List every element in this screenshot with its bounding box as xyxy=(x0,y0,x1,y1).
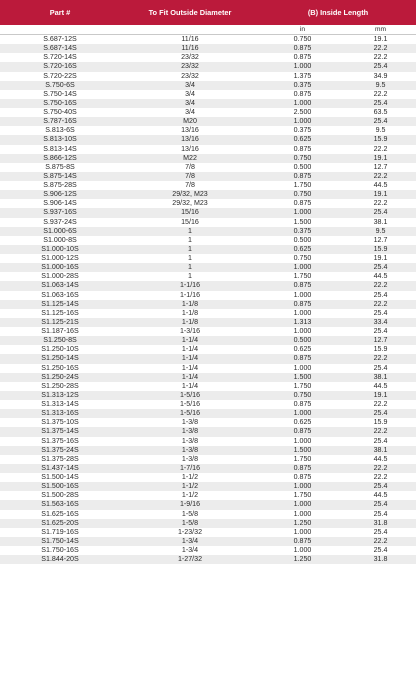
length-mm-cell: 25.4 xyxy=(373,500,388,509)
table-header xyxy=(0,0,416,25)
table-row xyxy=(0,446,416,455)
length-mm-cell: 22.2 xyxy=(373,281,388,290)
outside-diameter-cell: 1 xyxy=(188,226,192,235)
length-mm-cell: 15.9 xyxy=(373,244,388,253)
length-in-cell: 0.875 xyxy=(293,199,312,208)
length-in-cell: 1.000 xyxy=(293,363,312,372)
length-mm-cell: 44.5 xyxy=(373,381,388,390)
length-in-cell: 1.000 xyxy=(293,327,312,335)
length-mm-cell: 22.2 xyxy=(373,536,388,545)
length-in-cell: 0.875 xyxy=(293,89,312,98)
length-mm-cell: 25.4 xyxy=(373,290,388,299)
table-row xyxy=(0,437,416,446)
length-mm-cell: 25.4 xyxy=(373,363,388,372)
outside-diameter-cell: 1-1/16 xyxy=(179,290,201,299)
length-mm-cell: 22.2 xyxy=(373,473,388,481)
part-number-cell: S.875-8S xyxy=(45,162,75,171)
length-mm-cell: 25.4 xyxy=(373,509,388,518)
part-number-cell: S.813-6S xyxy=(45,126,75,135)
length-mm-cell: 25.4 xyxy=(373,98,388,107)
part-number-cell: S1.125-16S xyxy=(41,308,79,317)
length-in-cell: 0.500 xyxy=(293,336,312,345)
length-in-cell: 1.000 xyxy=(293,208,312,217)
length-mm-cell: 25.4 xyxy=(373,482,388,491)
table-body xyxy=(0,35,416,564)
table-row xyxy=(0,53,416,62)
part-number-cell: S.787-16S xyxy=(43,117,77,126)
length-mm-cell: 22.2 xyxy=(373,44,388,53)
table-row xyxy=(0,546,416,555)
table-row xyxy=(0,281,416,290)
table-row xyxy=(0,181,416,190)
outside-diameter-cell: 13/16 xyxy=(181,135,199,144)
table-row xyxy=(0,135,416,144)
table-row xyxy=(0,208,416,217)
length-mm-cell: 9.5 xyxy=(375,80,386,89)
table-row xyxy=(0,44,416,53)
length-mm-cell: 22.2 xyxy=(373,171,388,180)
outside-diameter-cell: 23/32 xyxy=(181,71,199,80)
outside-diameter-cell: 1-1/2 xyxy=(181,491,199,500)
units-row xyxy=(0,25,416,35)
part-number-cell: S1.000-12S xyxy=(41,254,79,262)
part-number-cell: S1.719-16S xyxy=(41,527,79,536)
outside-diameter-cell: 1-1/8 xyxy=(181,308,199,317)
table-row xyxy=(0,364,416,373)
table-row xyxy=(0,400,416,409)
outside-diameter-cell: M20 xyxy=(183,117,197,126)
table-row xyxy=(0,126,416,135)
length-in-cell: 1.250 xyxy=(293,518,312,527)
length-mm-cell: 38.1 xyxy=(373,445,388,454)
length-mm-cell: 12.7 xyxy=(373,235,388,244)
length-mm-cell: 22.2 xyxy=(373,427,388,436)
outside-diameter-cell: 1-23/32 xyxy=(177,527,203,536)
outside-diameter-cell: 1-3/8 xyxy=(181,418,199,427)
length-in-cell: 0.625 xyxy=(293,244,312,253)
part-number-cell: S1.375-16S xyxy=(41,436,79,445)
table-row xyxy=(0,327,416,336)
table-row xyxy=(0,555,416,564)
length-in-cell: 0.875 xyxy=(293,281,312,290)
table-row xyxy=(0,90,416,99)
length-mm-cell: 19.1 xyxy=(373,254,388,262)
table-row xyxy=(0,81,416,90)
length-mm-cell: 22.2 xyxy=(373,463,388,472)
length-in-cell: 1.000 xyxy=(293,290,312,299)
table-row xyxy=(0,528,416,537)
outside-diameter-cell: 13/16 xyxy=(181,126,199,135)
length-mm-cell: 15.9 xyxy=(373,135,388,144)
part-number-cell: S1.250-28S xyxy=(41,381,79,390)
length-in-cell: 1.000 xyxy=(293,527,312,536)
length-in-cell: 1.000 xyxy=(293,546,312,554)
part-number-cell: S.750-6S xyxy=(45,80,75,89)
length-mm-cell: 33.4 xyxy=(373,317,388,326)
outside-diameter-cell: 1 xyxy=(188,263,192,272)
length-mm-cell: 34.9 xyxy=(373,71,388,80)
part-number-cell: S.720-16S xyxy=(43,62,77,71)
outside-diameter-cell: 23/32 xyxy=(181,53,199,62)
outside-diameter-cell: 1-1/16 xyxy=(179,281,201,290)
length-in-cell: 0.500 xyxy=(293,235,312,244)
length-mm-cell: 19.1 xyxy=(373,153,388,162)
length-in-cell: 1.750 xyxy=(293,181,312,189)
outside-diameter-cell: 7/8 xyxy=(185,171,195,180)
length-mm-cell: 25.4 xyxy=(373,527,388,536)
part-number-cell: S1.000-6S xyxy=(43,226,77,235)
length-in-cell: 2.500 xyxy=(293,108,312,116)
length-in-cell: 1.750 xyxy=(293,491,312,500)
part-number-cell: S1.375-14S xyxy=(41,427,79,436)
part-number-cell: S1.750-14S xyxy=(41,536,79,545)
table-row xyxy=(0,254,416,263)
header-outside-diameter: To Fit Outside Diameter xyxy=(148,8,232,17)
part-number-cell: S.875-14S xyxy=(43,171,77,180)
part-number-cell: S1.250-24S xyxy=(41,372,79,381)
length-mm-cell: 44.5 xyxy=(373,181,388,189)
part-number-cell: S1.313-14S xyxy=(41,400,79,408)
part-number-cell: S.687-14S xyxy=(43,44,77,53)
table-row xyxy=(0,500,416,509)
part-number-cell: S1.625-16S xyxy=(41,509,79,518)
outside-diameter-cell: 1-27/32 xyxy=(177,555,203,564)
table-row xyxy=(0,418,416,427)
table-row xyxy=(0,373,416,382)
length-mm-cell: 12.7 xyxy=(373,336,388,345)
length-in-cell: 1.000 xyxy=(293,509,312,518)
length-mm-cell: 44.5 xyxy=(373,491,388,500)
length-mm-cell: 31.8 xyxy=(373,555,388,564)
length-in-cell: 0.750 xyxy=(293,390,312,399)
length-in-cell: 1.000 xyxy=(293,263,312,272)
outside-diameter-cell: 1-9/16 xyxy=(179,500,201,509)
length-in-cell: 0.875 xyxy=(293,144,312,153)
part-number-cell: S1.313-16S xyxy=(41,409,79,418)
table-row xyxy=(0,72,416,81)
outside-diameter-cell: 11/16 xyxy=(181,44,199,53)
part-number-cell: S1.750-16S xyxy=(41,546,79,554)
outside-diameter-cell: 23/32 xyxy=(181,62,199,71)
part-number-cell: S1.187-16S xyxy=(41,327,79,335)
table-row xyxy=(0,108,416,117)
part-number-cell: S1.000-8S xyxy=(43,235,77,244)
table-row xyxy=(0,62,416,71)
part-number-cell: S1.500-28S xyxy=(41,491,79,500)
length-in-cell: 0.625 xyxy=(293,418,312,427)
length-in-cell: 1.313 xyxy=(293,317,312,326)
outside-diameter-cell: 7/8 xyxy=(185,162,195,171)
length-in-cell: 0.375 xyxy=(293,80,312,89)
outside-diameter-cell: 1-1/2 xyxy=(181,482,199,491)
outside-diameter-cell: 1-3/8 xyxy=(181,445,199,454)
part-number-cell: S1.500-16S xyxy=(41,482,79,491)
table-row xyxy=(0,218,416,227)
outside-diameter-cell: 1-1/8 xyxy=(181,299,199,308)
part-number-cell: S1.125-14S xyxy=(41,299,79,308)
length-mm-cell: 44.5 xyxy=(373,272,388,281)
part-number-cell: S.750-14S xyxy=(43,89,77,98)
length-in-cell: 0.750 xyxy=(293,254,312,262)
outside-diameter-cell: 1-5/16 xyxy=(179,390,201,399)
table-row xyxy=(0,455,416,464)
table-row xyxy=(0,482,416,491)
part-number-cell: S1.125-21S xyxy=(41,317,79,326)
length-in-cell: 1.000 xyxy=(293,500,312,509)
outside-diameter-cell: 1-1/4 xyxy=(181,345,199,354)
length-mm-cell: 22.2 xyxy=(373,89,388,98)
header-part-number: Part # xyxy=(49,8,71,17)
table-row xyxy=(0,510,416,519)
part-number-cell: S.720-22S xyxy=(43,71,77,80)
outside-diameter-cell: 1-5/16 xyxy=(179,409,201,418)
length-in-cell: 1.750 xyxy=(293,272,312,281)
outside-diameter-cell: 3/4 xyxy=(185,98,195,107)
length-mm-cell: 25.4 xyxy=(373,546,388,554)
length-in-cell: 1.500 xyxy=(293,372,312,381)
outside-diameter-cell: 1-1/2 xyxy=(181,473,199,481)
length-mm-cell: 44.5 xyxy=(373,454,388,463)
length-mm-cell: 25.4 xyxy=(373,62,388,71)
table-row xyxy=(0,190,416,199)
table-row xyxy=(0,427,416,436)
length-in-cell: 1.000 xyxy=(293,409,312,418)
table-row xyxy=(0,491,416,500)
length-in-cell: 1.750 xyxy=(293,454,312,463)
length-mm-cell: 22.2 xyxy=(373,400,388,408)
length-in-cell: 0.875 xyxy=(293,44,312,53)
length-in-cell: 1.500 xyxy=(293,217,312,226)
length-in-cell: 0.875 xyxy=(293,354,312,363)
outside-diameter-cell: 1-5/8 xyxy=(181,509,199,518)
length-in-cell: 0.875 xyxy=(293,473,312,481)
table-row xyxy=(0,291,416,300)
length-mm-cell: 22.2 xyxy=(373,144,388,153)
outside-diameter-cell: 3/4 xyxy=(185,89,195,98)
part-number-cell: S.687-12S xyxy=(43,35,77,43)
outside-diameter-cell: 1-1/4 xyxy=(181,363,199,372)
length-mm-cell: 25.4 xyxy=(373,409,388,418)
table-row xyxy=(0,473,416,482)
length-mm-cell: 22.2 xyxy=(373,354,388,363)
length-in-cell: 0.625 xyxy=(293,135,312,144)
length-in-cell: 1.250 xyxy=(293,555,312,564)
outside-diameter-cell: 1-3/8 xyxy=(181,427,199,436)
outside-diameter-cell: 15/16 xyxy=(181,217,199,226)
part-number-cell: S1.375-10S xyxy=(41,418,79,427)
length-in-cell: 1.000 xyxy=(293,62,312,71)
outside-diameter-cell: 1-5/8 xyxy=(181,518,199,527)
length-in-cell: 0.750 xyxy=(293,35,312,43)
length-in-cell: 1.000 xyxy=(293,98,312,107)
table-row xyxy=(0,236,416,245)
outside-diameter-cell: 15/16 xyxy=(181,208,199,217)
outside-diameter-cell: 1-5/16 xyxy=(179,400,201,408)
table-row xyxy=(0,464,416,473)
outside-diameter-cell: 1-3/8 xyxy=(181,436,199,445)
part-number-cell: S1.000-28S xyxy=(41,272,79,281)
length-in-cell: 0.625 xyxy=(293,345,312,354)
length-in-cell: 0.375 xyxy=(293,126,312,135)
outside-diameter-cell: 1-1/4 xyxy=(181,336,199,345)
outside-diameter-cell: 7/8 xyxy=(185,181,195,189)
length-mm-cell: 25.4 xyxy=(373,327,388,335)
length-mm-cell: 31.8 xyxy=(373,518,388,527)
length-mm-cell: 19.1 xyxy=(373,190,388,199)
outside-diameter-cell: M22 xyxy=(183,153,197,162)
table-row xyxy=(0,172,416,181)
table-row xyxy=(0,99,416,108)
length-mm-cell: 25.4 xyxy=(373,436,388,445)
part-number-cell: S.906-12S xyxy=(43,190,77,199)
table-row xyxy=(0,35,416,44)
length-in-cell: 1.375 xyxy=(293,71,312,80)
part-number-cell: S1.375-24S xyxy=(41,445,79,454)
outside-diameter-cell: 11/16 xyxy=(181,35,199,43)
length-mm-cell: 15.9 xyxy=(373,345,388,354)
outside-diameter-cell: 1-1/8 xyxy=(181,317,199,326)
outside-diameter-cell: 1-7/16 xyxy=(179,463,201,472)
part-number-cell: S.937-24S xyxy=(43,217,77,226)
unit-inches: in xyxy=(299,26,306,33)
part-number-cell: S.875-28S xyxy=(43,181,77,189)
outside-diameter-cell: 3/4 xyxy=(185,108,195,116)
length-mm-cell: 63.5 xyxy=(373,108,388,116)
length-in-cell: 0.875 xyxy=(293,400,312,408)
outside-diameter-cell: 1 xyxy=(188,244,192,253)
length-mm-cell: 38.1 xyxy=(373,372,388,381)
part-number-cell: S.937-16S xyxy=(43,208,77,217)
table-row xyxy=(0,263,416,272)
length-mm-cell: 9.5 xyxy=(375,126,386,135)
length-in-cell: 0.875 xyxy=(293,299,312,308)
length-in-cell: 1.750 xyxy=(293,381,312,390)
part-number-cell: S1.250-14S xyxy=(41,354,79,363)
part-number-cell: S1.313-12S xyxy=(41,390,79,399)
length-mm-cell: 38.1 xyxy=(373,217,388,226)
part-number-cell: S1.625-20S xyxy=(41,518,79,527)
outside-diameter-cell: 1-3/8 xyxy=(181,454,199,463)
outside-diameter-cell: 1-1/4 xyxy=(181,354,199,363)
length-mm-cell: 25.4 xyxy=(373,263,388,272)
part-number-cell: S.813-14S xyxy=(43,144,77,153)
length-mm-cell: 15.9 xyxy=(373,418,388,427)
part-number-cell: S.813-10S xyxy=(43,135,77,144)
length-in-cell: 0.375 xyxy=(293,226,312,235)
table-row xyxy=(0,227,416,236)
part-number-cell: S1.563-16S xyxy=(41,500,79,509)
part-number-cell: S1.250-8S xyxy=(43,336,77,345)
outside-diameter-cell: 1-1/4 xyxy=(181,372,199,381)
outside-diameter-cell: 1-3/4 xyxy=(181,536,199,545)
table-row xyxy=(0,519,416,528)
outside-diameter-cell: 1-1/4 xyxy=(181,381,199,390)
table-row xyxy=(0,354,416,363)
outside-diameter-cell: 3/4 xyxy=(185,80,195,89)
table-row xyxy=(0,199,416,208)
outside-diameter-cell: 29/32, M23 xyxy=(172,190,208,199)
length-mm-cell: 22.2 xyxy=(373,299,388,308)
outside-diameter-cell: 13/16 xyxy=(181,144,199,153)
table-row xyxy=(0,272,416,281)
length-in-cell: 0.750 xyxy=(293,190,312,199)
table-row xyxy=(0,117,416,126)
length-in-cell: 0.875 xyxy=(293,536,312,545)
outside-diameter-cell: 1 xyxy=(188,272,192,281)
table-row xyxy=(0,300,416,309)
table-row xyxy=(0,309,416,318)
length-in-cell: 1.000 xyxy=(293,436,312,445)
part-number-cell: S.750-40S xyxy=(43,108,77,116)
part-number-cell: S.750-16S xyxy=(43,98,77,107)
length-mm-cell: 19.1 xyxy=(373,390,388,399)
table-row xyxy=(0,391,416,400)
part-number-cell: S.906-14S xyxy=(43,199,77,208)
length-in-cell: 1.500 xyxy=(293,445,312,454)
table-row xyxy=(0,318,416,327)
table-row xyxy=(0,245,416,254)
table-row xyxy=(0,537,416,546)
length-in-cell: 0.500 xyxy=(293,162,312,171)
table-row xyxy=(0,409,416,418)
part-number-cell: S1.250-16S xyxy=(41,363,79,372)
length-mm-cell: 22.2 xyxy=(373,199,388,208)
outside-diameter-cell: 1 xyxy=(188,254,192,262)
length-in-cell: 0.875 xyxy=(293,463,312,472)
part-number-cell: S1.063-14S xyxy=(41,281,79,290)
outside-diameter-cell: 29/32, M23 xyxy=(172,199,208,208)
length-in-cell: 0.875 xyxy=(293,171,312,180)
table-row xyxy=(0,154,416,163)
outside-diameter-cell: 1-3/16 xyxy=(179,327,201,335)
table-row xyxy=(0,163,416,172)
part-number-cell: S1.844-20S xyxy=(41,555,79,564)
unit-millimeters: mm xyxy=(375,26,386,33)
part-number-cell: S1.250-10S xyxy=(41,345,79,354)
table-row xyxy=(0,336,416,345)
outside-diameter-cell: 1-3/4 xyxy=(181,546,199,554)
part-number-cell: S1.000-16S xyxy=(41,263,79,272)
part-number-cell: S1.500-14S xyxy=(41,473,79,481)
length-mm-cell: 12.7 xyxy=(373,162,388,171)
part-number-cell: S1.063-16S xyxy=(41,290,79,299)
length-in-cell: 1.000 xyxy=(293,308,312,317)
part-number-cell: S1.000-10S xyxy=(41,244,79,253)
table-row xyxy=(0,345,416,354)
table-row xyxy=(0,382,416,391)
length-in-cell: 0.875 xyxy=(293,53,312,62)
header-inside-length: (B) Inside Length xyxy=(307,8,369,17)
part-number-cell: S.720-14S xyxy=(43,53,77,62)
length-mm-cell: 25.4 xyxy=(373,308,388,317)
length-mm-cell: 25.4 xyxy=(373,117,388,126)
length-mm-cell: 19.1 xyxy=(373,35,388,43)
table-row xyxy=(0,145,416,154)
length-in-cell: 1.000 xyxy=(293,117,312,126)
outside-diameter-cell: 1 xyxy=(188,235,192,244)
length-in-cell: 0.750 xyxy=(293,153,312,162)
length-mm-cell: 22.2 xyxy=(373,53,388,62)
part-number-cell: S1.375-28S xyxy=(41,454,79,463)
length-mm-cell: 9.5 xyxy=(375,226,386,235)
length-in-cell: 1.000 xyxy=(293,482,312,491)
part-number-cell: S1.437-14S xyxy=(41,463,79,472)
part-number-cell: S.866-12S xyxy=(43,153,77,162)
length-in-cell: 0.875 xyxy=(293,427,312,436)
length-mm-cell: 25.4 xyxy=(373,208,388,217)
